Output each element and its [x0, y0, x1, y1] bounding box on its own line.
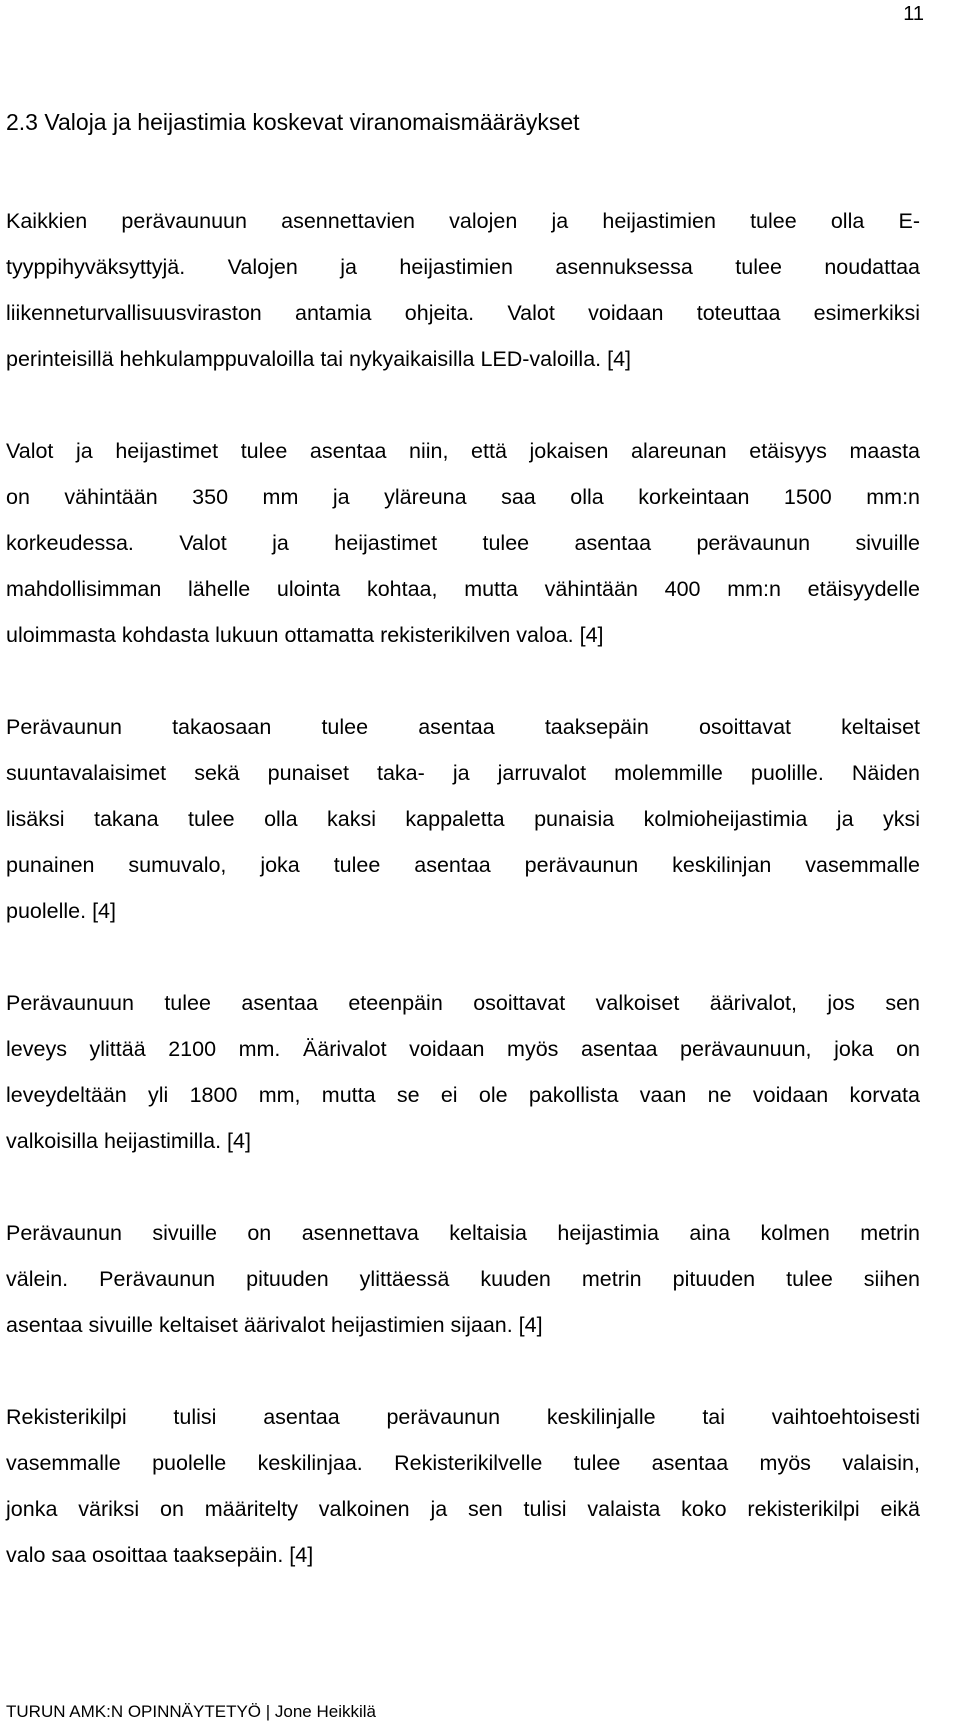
- paragraph-line: Perävaunuun tulee asentaa eteenpäin osoittavat valkoiset äärivalot, jos sen: [6, 991, 920, 1015]
- paragraph-line: puolelle. [4]: [6, 899, 116, 923]
- paragraph-line: lisäksi takana tulee olla kaksi kappaletta punaisia kolmioheijastimia ja yksi: [6, 807, 920, 831]
- paragraph-line: suuntavalaisimet sekä punaiset taka- ja jarruvalot molemmille puolille. Näiden: [6, 761, 920, 785]
- paragraph: [6, 1394, 920, 1578]
- paragraph-line: korkeudessa. Valot ja heijastimet tulee asentaa perävaunun sivuille: [6, 531, 920, 555]
- paragraph-line: leveys ylittää 2100 mm. Äärivalot voidaan myös asentaa perävaunuun, joka on: [6, 1037, 920, 1061]
- paragraph-line: liikenneturvallisuusviraston antamia ohjeita. Valot voidaan toteuttaa esimerkiksi: [6, 301, 920, 325]
- page-number: 11: [903, 3, 924, 25]
- paragraph-line: Valot ja heijastimet tulee asentaa niin, että jokaisen alareunan etäisyys maasta: [6, 439, 920, 463]
- paragraph-line: perinteisillä hehkulamppuvaloilla tai nykyaikaisilla LED-valoilla. [4]: [6, 347, 632, 371]
- paragraph-line: mahdollisimman lähelle ulointa kohtaa, mutta vähintään 400 mm:n etäisyydelle: [6, 577, 920, 601]
- paragraph-line: jonka väriksi on määritelty valkoinen ja sen tulisi valaista koko rekisterikilpi eikä: [6, 1497, 920, 1521]
- paragraph-line: vasemmalle puolelle keskilinjaa. Rekisterikilvelle tulee asentaa myös valaisin,: [6, 1451, 920, 1475]
- paragraph-line: asentaa sivuille keltaiset äärivalot heijastimien sijaan. [4]: [6, 1313, 543, 1337]
- paragraph-line: välein. Perävaunun pituuden ylittäessä kuuden metrin pituuden tulee siihen: [6, 1267, 920, 1291]
- paragraph-line: Kaikkien perävaunuun asennettavien valojen ja heijastimien tulee olla E-: [6, 209, 920, 233]
- paragraph-line: tyyppihyväksyttyjä. Valojen ja heijastimien asennuksessa tulee noudattaa: [6, 255, 920, 279]
- paragraph: [6, 1210, 920, 1348]
- paragraph-line: Perävaunun sivuille on asennettava keltaisia heijastimia aina kolmen metrin: [6, 1221, 920, 1245]
- paragraph-line: leveydeltään yli 1800 mm, mutta se ei ole pakollista vaan ne voidaan korvata: [6, 1083, 920, 1107]
- paragraph: [6, 704, 920, 934]
- body-text: [6, 198, 920, 1624]
- paragraph-line: Rekisterikilpi tulisi asentaa perävaunun keskilinjalle tai vaihtoehtoisesti: [6, 1405, 920, 1429]
- paragraph-line: valo saa osoittaa taaksepäin. [4]: [6, 1543, 314, 1567]
- section-heading: 2.3 Valoja ja heijastimia koskevat viranomaismääräykset: [6, 109, 580, 135]
- paragraph: [6, 428, 920, 658]
- paragraph-line: uloimmasta kohdasta lukuun ottamatta rekisterikilven valoa. [4]: [6, 623, 604, 647]
- paragraph-line: on vähintään 350 mm ja yläreuna saa olla korkeintaan 1500 mm:n: [6, 485, 920, 509]
- page-footer: TURUN AMK:N OPINNÄYTETYÖ | Jone Heikkilä: [6, 1702, 376, 1721]
- paragraph-line: Perävaunun takaosaan tulee asentaa taaksepäin osoittavat keltaiset: [6, 715, 920, 739]
- paragraph: [6, 198, 920, 382]
- paragraph-line: punainen sumuvalo, joka tulee asentaa perävaunun keskilinjan vasemmalle: [6, 853, 920, 877]
- paragraph: [6, 980, 920, 1164]
- paragraph-line: valkoisilla heijastimilla. [4]: [6, 1129, 251, 1153]
